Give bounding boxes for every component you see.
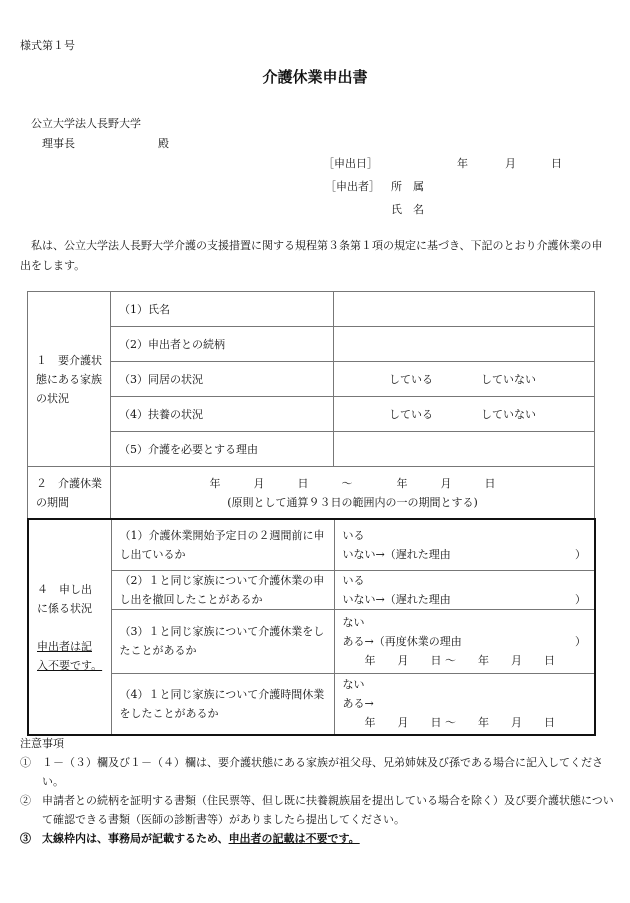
date-day: 日 xyxy=(551,157,562,170)
date-month: 月 xyxy=(505,157,516,170)
close-paren: ） xyxy=(575,547,586,561)
intro-text: 私は、公立大学法人長野大学介護の支援措置に関する規程第３条第１項の規定に基づき、下記のとおり介護休業の申出をします。 xyxy=(20,239,603,272)
answer-cell[interactable] xyxy=(334,570,595,609)
note-item-2: ② 申請者との続柄を証明する書類（住民票等、但し既に扶養親族届を提出している場合を除く）及び要介護状態について確認できる書類（医師の診断書等）がありましたら提出してください。 xyxy=(20,794,614,826)
row-label: （2）申出者との続柄 xyxy=(111,327,334,362)
answer-text: ある→（再度休業の理由 xyxy=(342,634,462,648)
note-item-1: ① １－（３）欄及び１－（４）欄は、要介護状態にある家族が祖父母、兄弟姉妹及び孫である場合に記入してください。 xyxy=(20,756,603,788)
answer-line2: ある→ xyxy=(342,697,374,711)
name-label: 氏 名 xyxy=(391,203,424,216)
family-name-field[interactable] xyxy=(334,292,595,327)
dependency-options[interactable] xyxy=(334,397,595,432)
answer-period: 年 月 日 ～ 年 月 日 xyxy=(364,653,555,667)
section4-notice: 申出者は記入不要です。 xyxy=(37,639,103,672)
answer-line1: いる xyxy=(342,528,365,542)
period-note: (原則として通算９３日の範囲内の一の期間とする) xyxy=(227,495,478,509)
form-number: 様式第１号 xyxy=(20,39,75,52)
relationship-field[interactable] xyxy=(334,327,595,362)
answer-cell[interactable] xyxy=(334,673,595,735)
care-reason-field[interactable] xyxy=(334,432,595,467)
row-label: （3）同居の状況 xyxy=(111,362,334,397)
option-no[interactable]: していない xyxy=(481,372,536,386)
cohabitation-options[interactable] xyxy=(334,362,595,397)
note-item-3-text: ③ 太線枠内は、事務局が記載するため、 xyxy=(20,832,229,845)
addressee-honorific: 殿 xyxy=(158,137,169,150)
date-year: 年 xyxy=(457,157,468,170)
answer-line2 xyxy=(343,632,587,651)
answer-line1: ない xyxy=(342,678,365,692)
answer-line2 xyxy=(343,590,587,609)
affiliation-label: 所 属 xyxy=(391,180,424,193)
close-paren: ） xyxy=(575,592,586,606)
answer-text: いない→（遅れた理由 xyxy=(342,547,451,561)
applicant-label: ［申出者］ xyxy=(325,180,380,193)
section1-2-table xyxy=(27,291,595,519)
page-title: 介護休業申出書 xyxy=(262,68,368,86)
option-yes[interactable]: している xyxy=(389,372,433,386)
close-paren: ） xyxy=(575,634,586,648)
row-label: （4）扶養の状況 xyxy=(111,397,334,432)
answer-line1: ない xyxy=(342,615,365,629)
section4-table xyxy=(27,518,596,736)
answer-line2 xyxy=(343,545,587,564)
leave-period[interactable] xyxy=(111,467,595,519)
date-label: ［申出日］ xyxy=(323,157,378,170)
section2-heading: ２ 介護休業の期間 xyxy=(28,467,111,519)
note-item-3-underlined: 申出者の記載は不要です。 xyxy=(228,832,360,845)
row-label: （4）１と同じ家族について介護時間休業をしたことがあるか xyxy=(111,673,334,735)
section4-heading: ４ 申し出に係る状況 xyxy=(37,582,92,615)
notes xyxy=(20,734,620,848)
section1-heading: １ 要介護状態にある家族の状況 xyxy=(28,292,111,467)
row-label: （3）１と同じ家族について介護休業をしたことがあるか xyxy=(111,609,334,673)
section4-heading-cell xyxy=(28,519,111,735)
row-label: （1）介護休業開始予定日の２週間前に申し出ているか xyxy=(111,519,334,570)
answer-cell[interactable] xyxy=(334,519,595,570)
answer-line1: いる xyxy=(342,573,365,587)
note-item-3 xyxy=(20,829,620,848)
option-no[interactable]: していない xyxy=(481,407,536,421)
period-dates: 年 月 日 ～ 年 月 日 xyxy=(209,476,496,490)
row-label: （1）氏名 xyxy=(111,292,334,327)
addressee-title: 理事長 xyxy=(42,137,75,150)
row-label: （5）介護を必要とする理由 xyxy=(111,432,334,467)
answer-text: いない→（遅れた理由 xyxy=(342,592,451,606)
answer-cell[interactable] xyxy=(334,609,595,673)
notes-heading: 注意事項 xyxy=(20,737,64,750)
answer-period: 年 月 日 ～ 年 月 日 xyxy=(364,716,555,730)
option-yes[interactable]: している xyxy=(389,407,433,421)
addressee-org: 公立大学法人長野大学 xyxy=(31,117,141,130)
row-label: （2）１と同じ家族について介護休業の申し出を撤回したことがあるか xyxy=(111,570,334,609)
